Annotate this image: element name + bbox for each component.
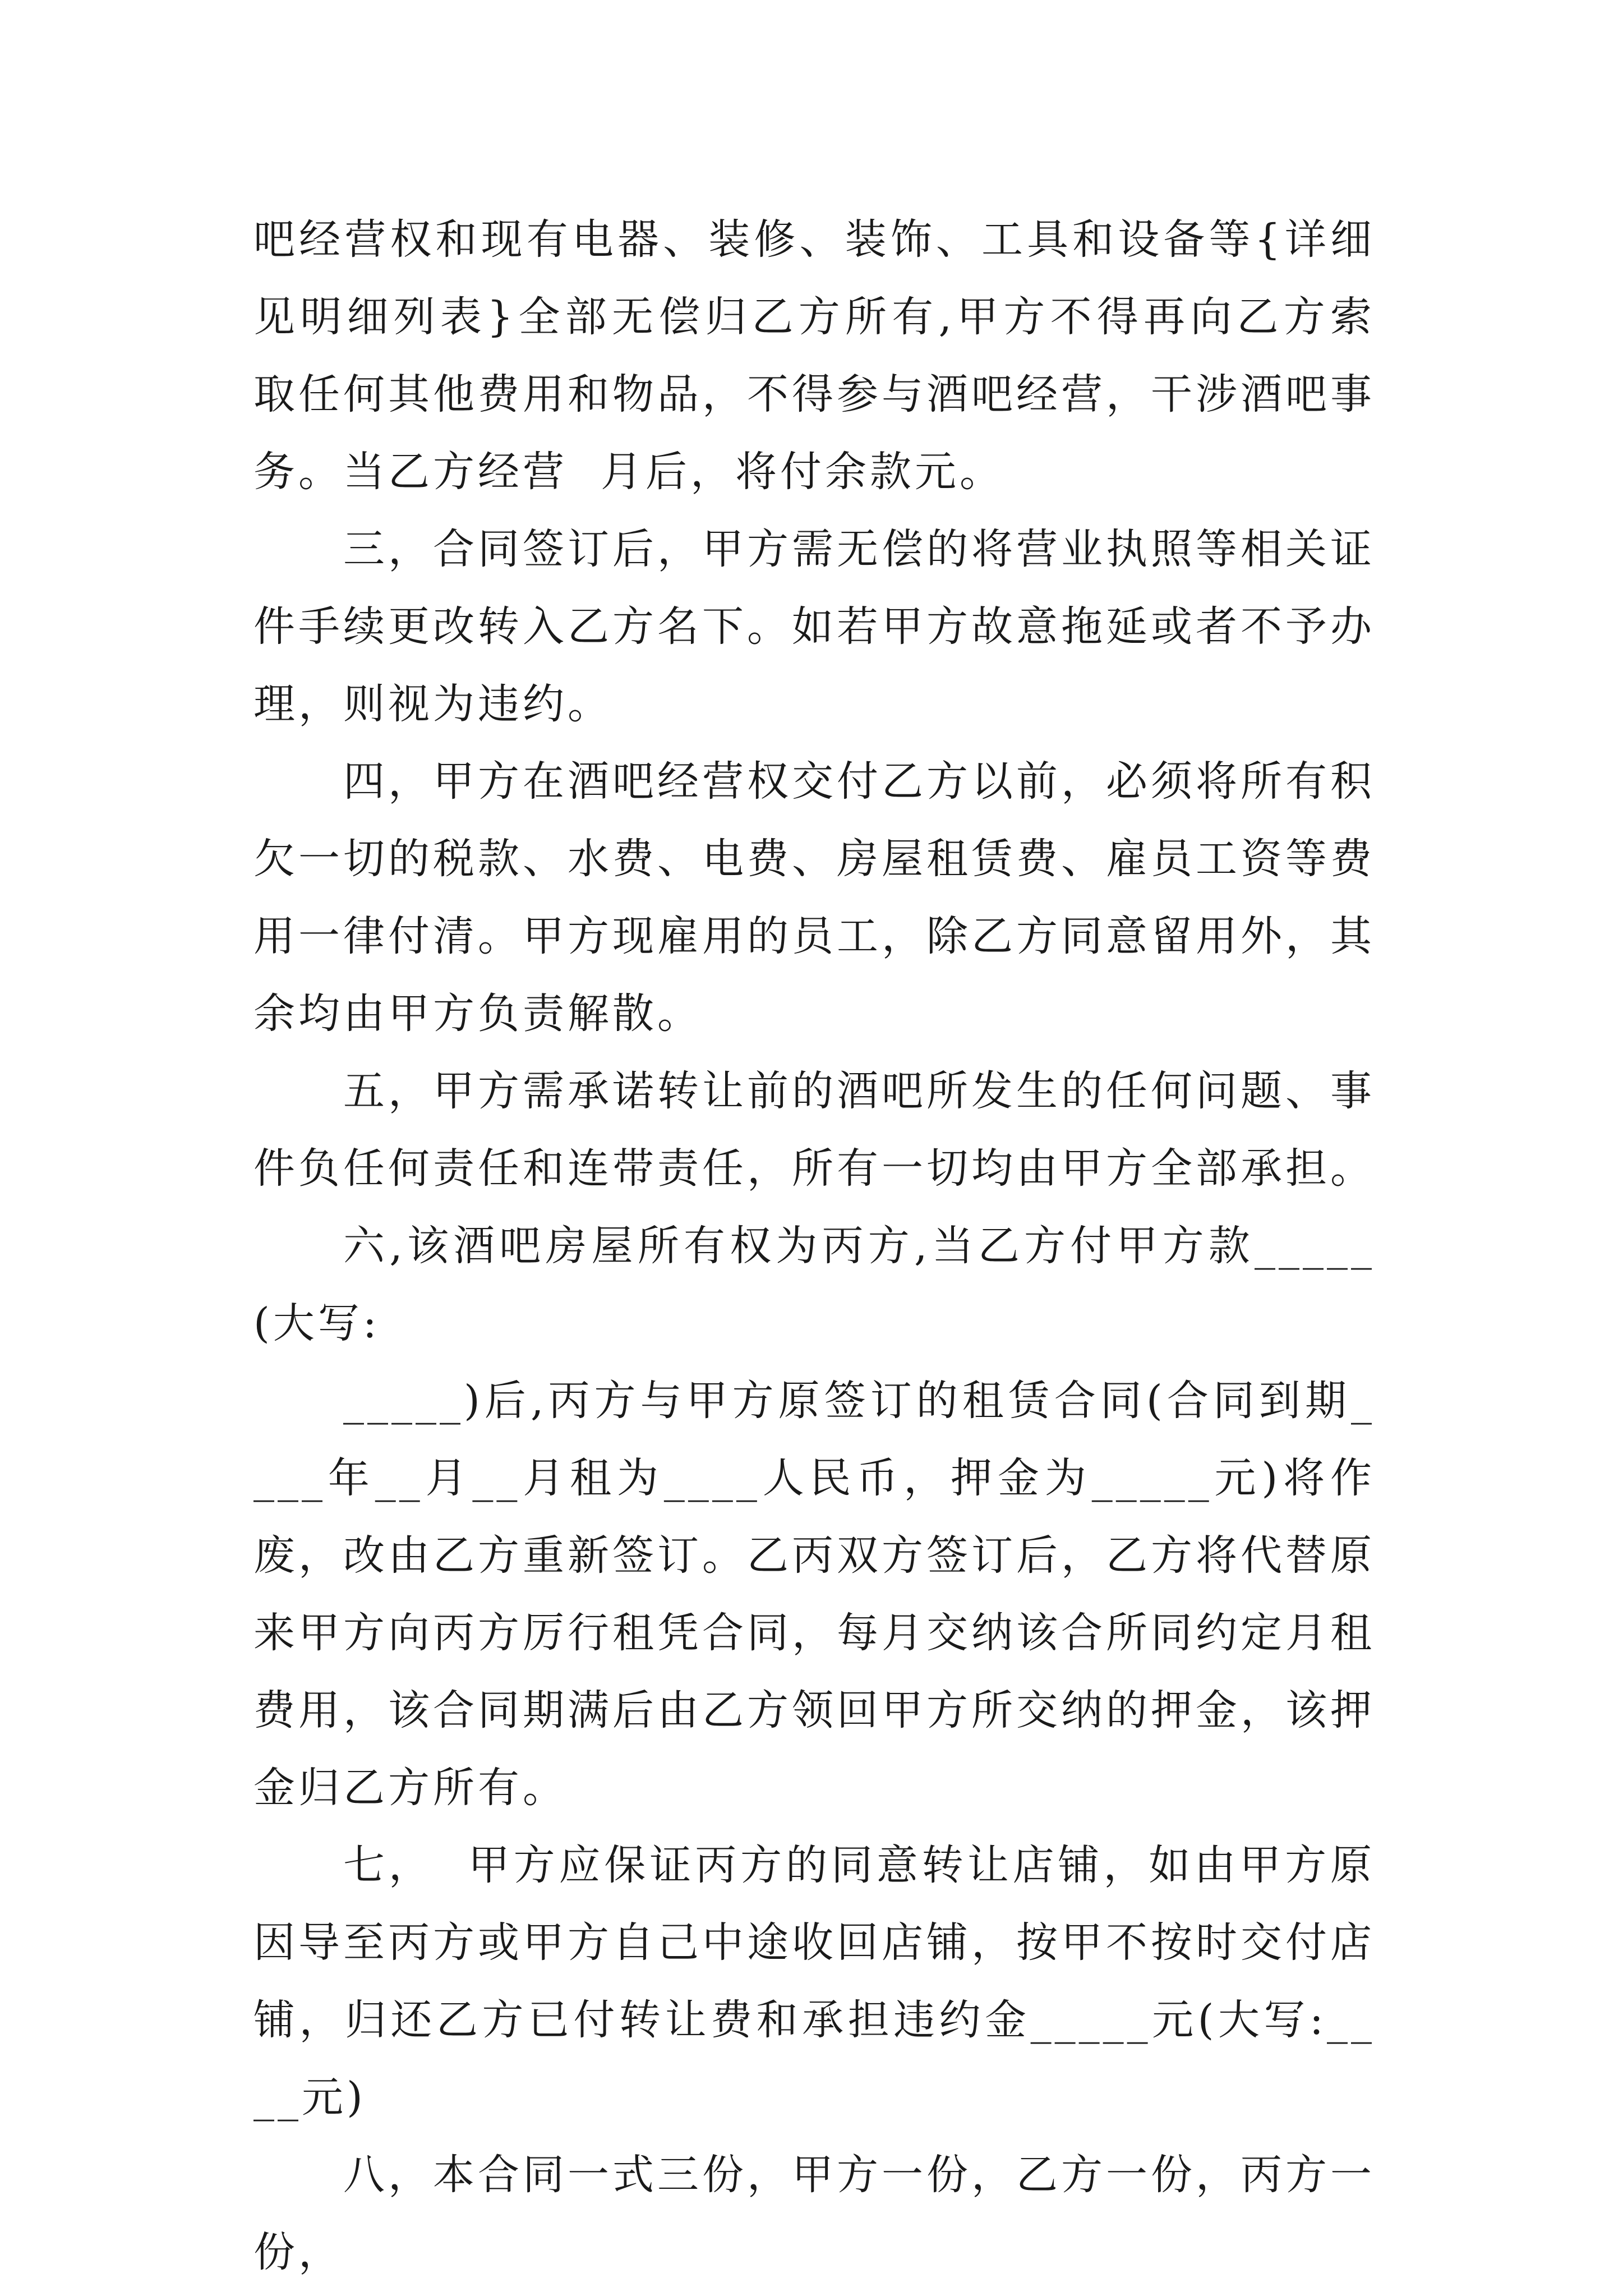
paragraph-continuation: 吧经营权和现有电器、装修、装饰、工具和设备等{详细见明细列表}全部无偿归乙方所有,甲方不得再向乙方索取任何其他费用和物品，不得参与酒吧经营，干涉酒吧事务。当乙方经营 月后，将付余款元。 [253,215,1375,496]
document-body [253,201,1375,2291]
paragraph-clause-8: 八，本合同一式三份，甲方一份，乙方一份，丙方一份， [253,2151,1375,2276]
paragraph-clause-6-continued: _____)后,丙方与甲方原签订的租赁合同(合同到期____年__月__月租为____人民币，押金为_____元)将作废，改由乙方重新签订。乙丙双方签订后，乙方将代替原来甲方向丙方厉行租凭合同，每月交纳该合所同约定月租费用，该合同期满后由乙方领回甲方所交纳的押金，该押金归乙方所有。 [253,1377,1375,1812]
paragraph-clause-7: 七， 甲方应保证丙方的同意转让店铺，如由甲方原因导至丙方或甲方自己中途收回店铺，按甲不按时交付店铺，归还乙方已付转让费和承担违约金_____元(大写:____元) [253,1841,1375,2122]
paragraph-clause-5: 五，甲方需承诺转让前的酒吧所发生的任何问题、事件负任何责任和连带责任，所有一切均由甲方全部承担。 [253,1067,1375,1193]
paragraph-clause-6: 六,该酒吧房屋所有权为丙方,当乙方付甲方款_____(大写: [253,1222,1375,1347]
paragraph-clause-4: 四，甲方在酒吧经营权交付乙方以前，必须将所有积欠一切的税款、水费、电费、房屋租赁费、雇员工资等费用一律付清。甲方现雇用的员工，除乙方同意留用外，其余均由甲方负责解散。 [253,757,1375,1038]
paragraph-clause-3: 三，合同签订后，甲方需无偿的将营业执照等相关证件手续更改转入乙方名下。如若甲方故意拖延或者不予办理，则视为违约。 [253,525,1375,728]
